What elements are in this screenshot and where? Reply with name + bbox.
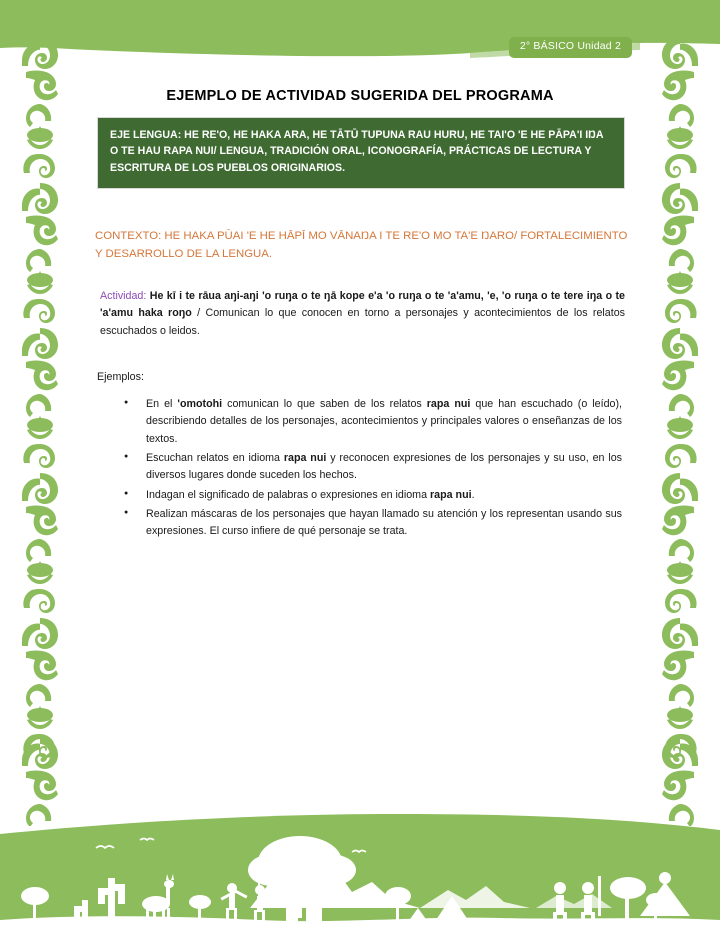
axis-lengua-box: EJE LENGUA: HE RE'O, HE HAKA ARA, HE TĀTŪ TUPUNA RAU HURU, HE TAI'O 'E HE PĀPA'I IŊA O TE HAU RAPA NUI/ LENGUA, TRADICIÓN ORAL, ICONOGRAFÍA, PRÁCTICAS DE LECTURA Y ESCRITURA DE LOS PUEBLOS ORIGINARIOS. (97, 117, 625, 189)
bullet-bold: rapa nui (283, 451, 327, 464)
actividad-separator: / (191, 307, 206, 320)
bullet-bold: rapa nui (426, 398, 471, 410)
bullet-bold: 'omotohi (177, 398, 223, 410)
list-item (122, 506, 622, 541)
examples-label: Ejemplos: (97, 371, 144, 383)
actividad-label: Actividad: (100, 290, 147, 302)
bullet-text: Escuchan relatos en idioma (146, 451, 284, 464)
bullet-bold: rapa nui (430, 488, 472, 501)
footer-landscape (0, 804, 720, 932)
bullet-text: comunican lo que saben de los relatos (222, 398, 427, 410)
bullet-text: que han escuchado (o leído), describiendo detalles de los personajes, acontecimientos y principales valores o enseñanzas de los textos. (146, 398, 622, 445)
bullet-text: . (471, 488, 475, 501)
bullet-text: y reconocen expresiones de los personajes y su uso, en los diversos lugares donde suceden los hechos. (146, 451, 622, 482)
contexto-text: CONTEXTO: HE HAKA PŪAI 'E HE HĀPĪ MO VĀNAŊA I TE RE'O MO TA'E ŊARO/ FORTALECIMIENTO Y DESARROLLO DE LA LENGUA. (95, 230, 628, 260)
ornament-border-left (20, 36, 60, 826)
bullet-text: Indagan el significado de palabras o expresiones en idioma (146, 488, 431, 501)
list-item (122, 450, 622, 485)
list-item (122, 487, 622, 504)
list-item (122, 396, 622, 448)
header-band (0, 0, 720, 72)
page-title: EJEMPLO DE ACTIVIDAD SUGERIDA DEL PROGRAMA (166, 88, 554, 104)
actividad-rapanui-text: He kī i te rāua aŋi-aŋi 'o ruŋa o te ŋā kope e'a 'o ruŋa o te 'a'amu, 'e, 'o ruŋa o te tere iŋa o te 'a'amu haka roŋo (100, 290, 625, 320)
ornament-border-right (660, 36, 700, 826)
examples-list (122, 396, 622, 543)
actividad-spanish-text: Comunican lo que conocen en torno a personajes y acontecimientos de los relatos escuchados o leidos. (100, 307, 625, 337)
bullet-text: En el (146, 398, 178, 410)
actividad-paragraph (100, 288, 625, 340)
unit-badge: 2° BÁSICO Unidad 2 (509, 37, 632, 58)
bullet-text: Realizan máscaras de los personajes que hayan llamado su atención y los representan usando sus expresiones. El curso infiere de qué personaje se trata. (146, 507, 622, 538)
